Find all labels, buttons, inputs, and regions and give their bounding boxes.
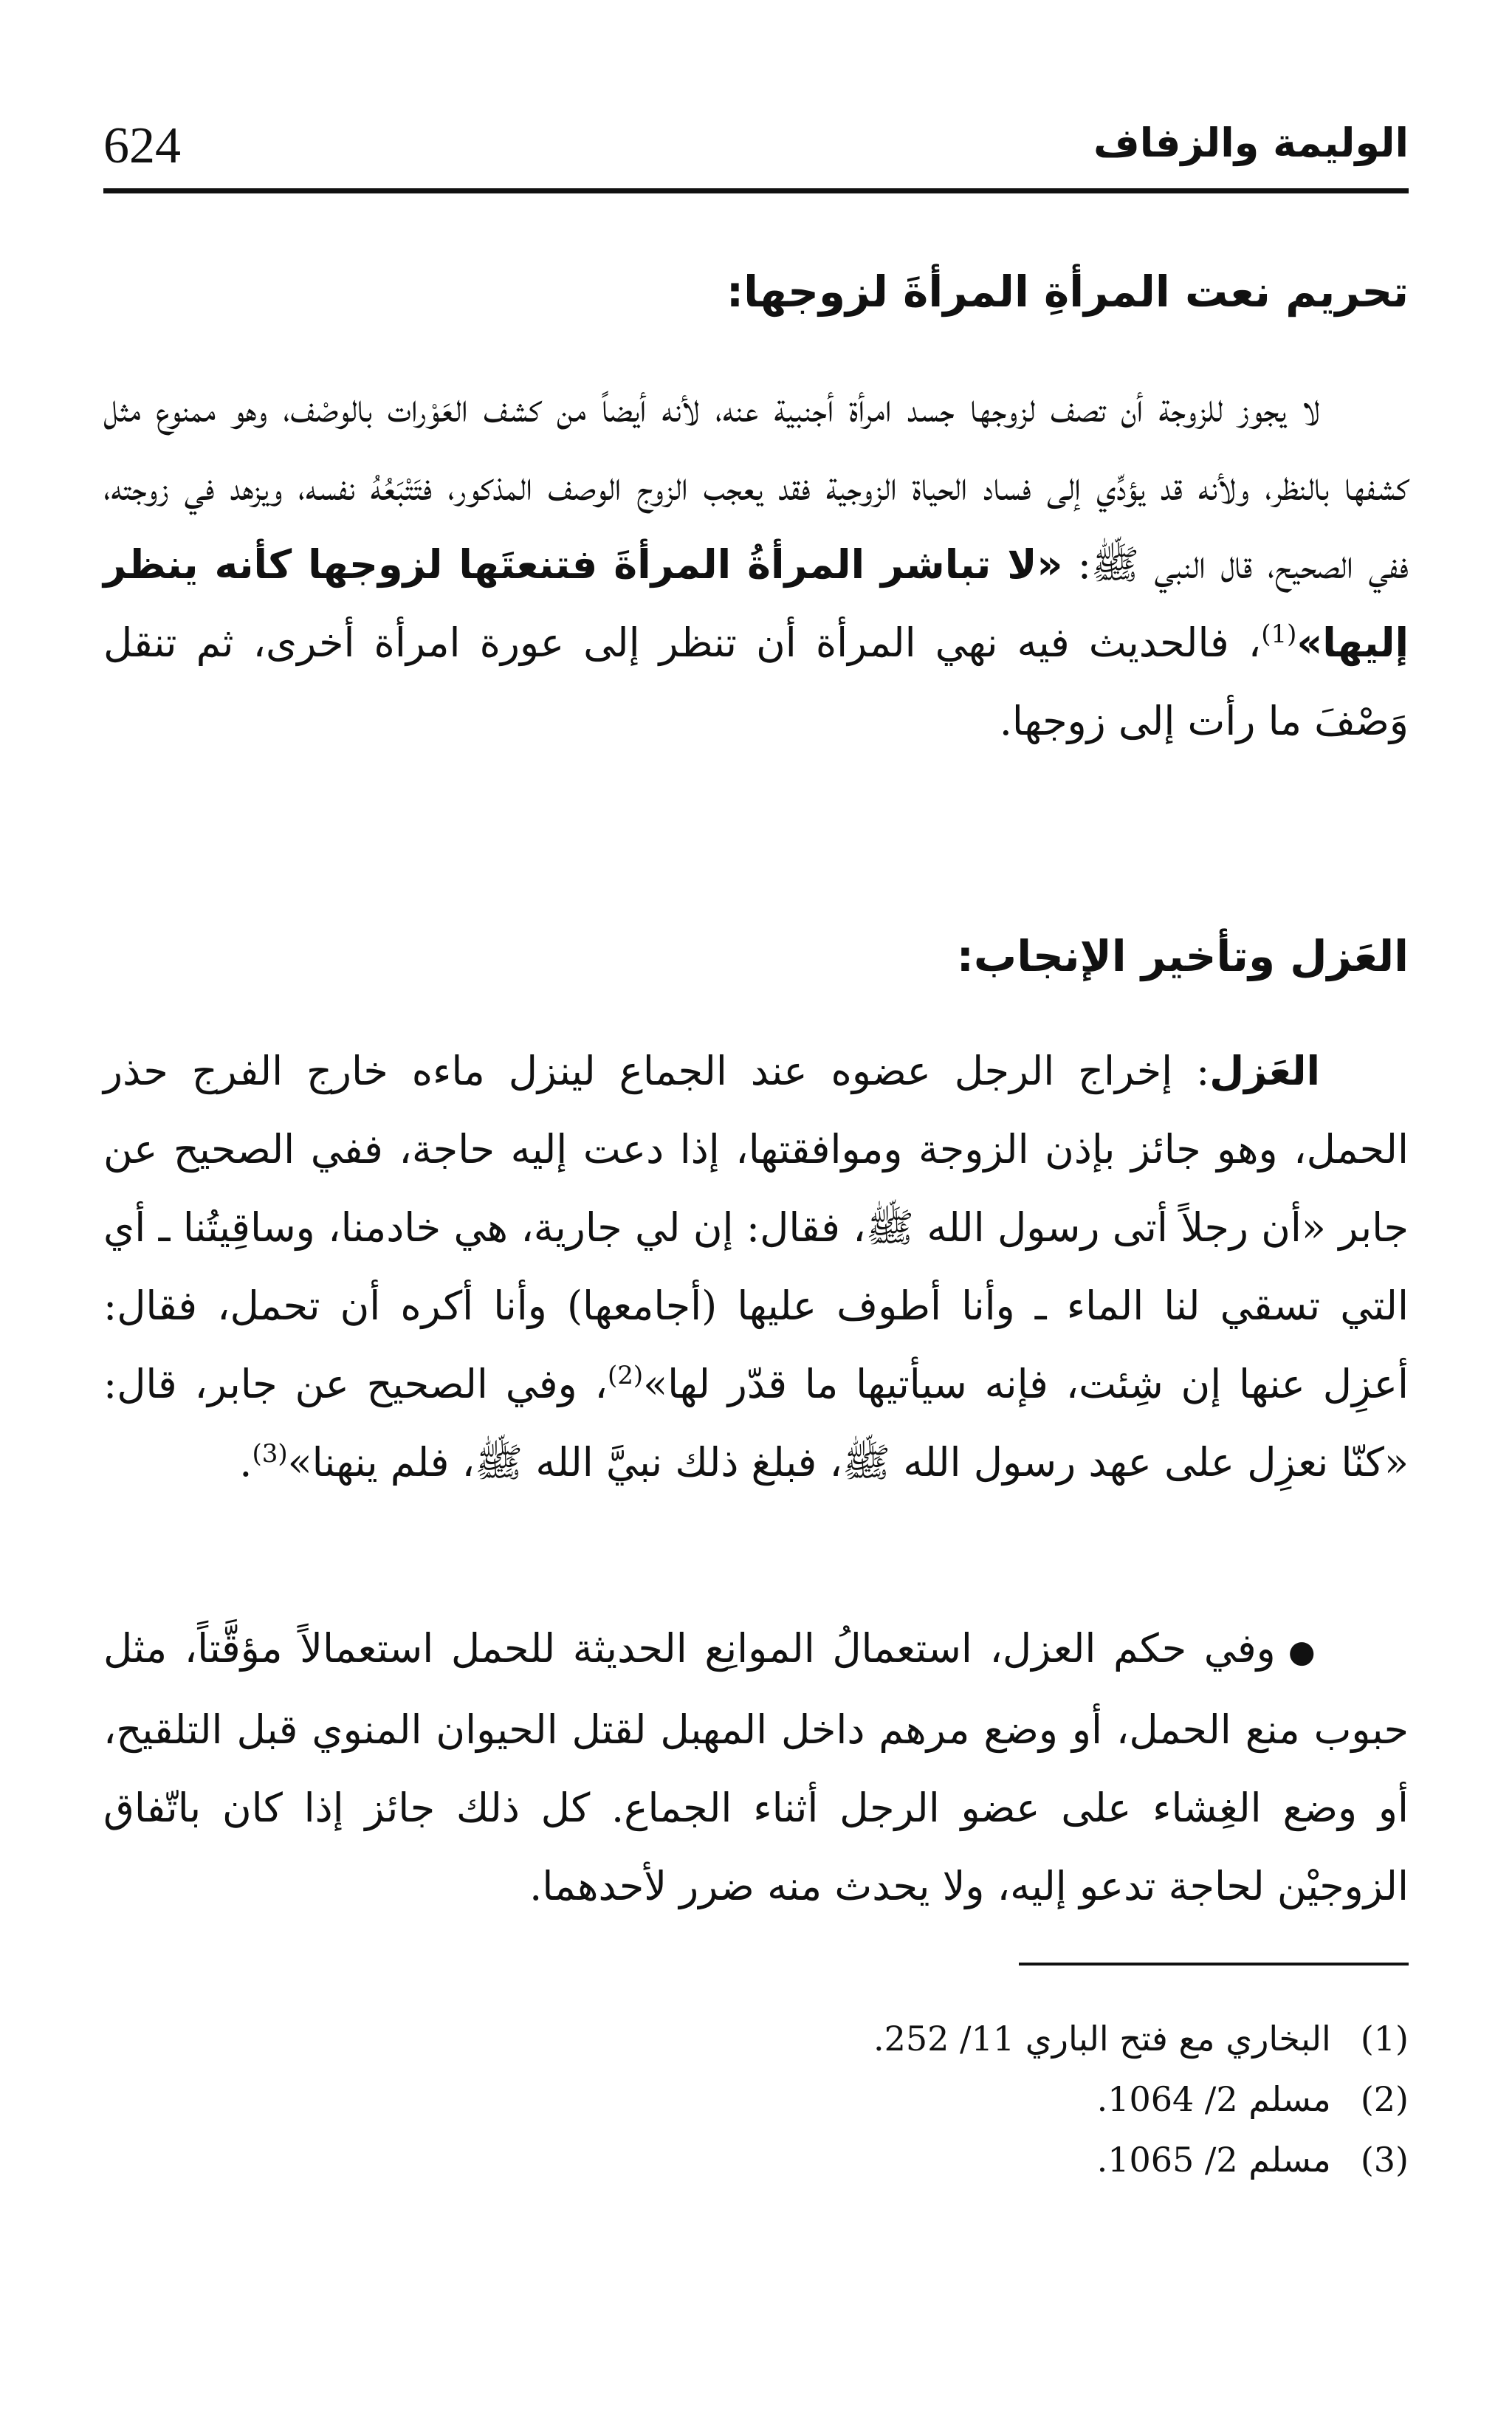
section-title-nat: تحريم نعت المرأةِ المرأةَ لزوجها: — [726, 267, 1409, 317]
footnote-text: مسلم 2/ 1064. — [1096, 2079, 1331, 2119]
paragraph-nat-text: لا يجوز للزوجة أن تصف لزوجها جسد امرأة أجنبية عنه، لأنه أيضاً من كشف العَوْرات بالوصْف، وهو ممنوع مثل كشفها بالنظر، ولأنه قد يؤدِّي إلى فساد الحياة الزوجية فقد يعجب الزوج الوصف المذكور، فتَتْبَعُهُ نفسه، ويزهد في زوجته، ففي الصحيح، قال النبي ﷺ: — [103, 385, 1409, 588]
section-contraceptives — [103, 1610, 1409, 1926]
paragraph-contraceptives-text: وفي حكم العزل، استعمالُ الموانِع الحديثة للحمل استعمالاً مؤقَّتاً، مثل حبوب منع الحمل، أو وضع مرهم داخل المهبل لقتل الحيوان المنوي قبل التلقيح، أو وضع الغِشاء على عضو الرجل أثناء الجماع. كل ذلك جائز إذا كان باتّفاق الزوجيْن لحاجة تدعو إليه، ولا يحدث منه ضرر لأحدهما. — [103, 1625, 1409, 1909]
footnote-item — [103, 2129, 1409, 2190]
footnote-ref-1: (1) — [1261, 619, 1297, 649]
footnote-item — [103, 2008, 1409, 2069]
header-rule — [103, 188, 1409, 193]
paragraph-contraceptives — [103, 1610, 1409, 1926]
running-title: الوليمة والزفاف — [1093, 120, 1409, 166]
page-number: 624 — [103, 117, 181, 174]
footnote-text: مسلم 2/ 1065. — [1096, 2140, 1331, 2180]
footnote-ref-3: (3) — [252, 1439, 288, 1469]
footnote-number: (3) — [1360, 2140, 1409, 2180]
section-azl-heading-block — [103, 927, 1409, 986]
footnote-text: البخاري مع فتح الباري 11/ 252. — [873, 2019, 1331, 2059]
section-nat-heading-block — [103, 262, 1409, 321]
paragraph-nat — [103, 369, 1409, 761]
bullet-icon: ● — [1288, 1633, 1320, 1669]
section-nat-body — [103, 369, 1409, 761]
hadith-quote-nat: «لا تباشر المرأةُ المرأةَ فتنعتَها لزوجها كأنه ينظر إليها» — [103, 541, 1409, 666]
footnote-ref-2: (2) — [607, 1361, 644, 1390]
paragraph-nat-end: ، فالحديث فيه نهي المرأة أن تنظر إلى عورة امرأة أخرى، ثم تنقل وَصْفَ ما رأت إلى زوجها. — [103, 619, 1409, 744]
footnote-rule — [1019, 1963, 1409, 1966]
footnote-number: (2) — [1360, 2079, 1409, 2119]
footnote-item — [103, 2069, 1409, 2129]
paragraph-azl-end: . — [239, 1439, 252, 1486]
term-azl: العَزل — [1209, 1048, 1321, 1094]
section-title-azl: العَزل وتأخير الإنجاب: — [956, 931, 1409, 981]
paragraph-azl-text-2: ، وفي الصحيح عن جابر، قال: «كنّا نعزِل على عهد رسول الله ﷺ، فبلغ ذلك نبيَّ الله ﷺ، فلم ينهنا» — [103, 1361, 1409, 1486]
running-head — [103, 103, 1409, 185]
section-azl-body — [103, 1032, 1409, 1502]
paragraph-azl-text: : إخراج الرجل عضوه عند الجماع لينزل ماءه خارج الفرج حذر الحمل، وهو جائز بإذن الزوجة وموافقتها، إذا دعت إليه حاجة، ففي الصحيح عن جابر «أن رجلاً أتى رسول الله ﷺ، فقال: إن لي جارية، هي خادمنا، وساقِيتُنا ـ أي التي تسقي لنا الماء ـ وأنا أطوف عليها (أجامعها) وأنا أكره أن تحمل، فقال: أعزِل عنها إن شِئت، فإنه سيأتيها ما قدّر لها» — [103, 1048, 1409, 1407]
paragraph-azl — [103, 1032, 1409, 1502]
footnotes — [103, 2008, 1409, 2190]
footnote-number: (1) — [1360, 2019, 1409, 2059]
